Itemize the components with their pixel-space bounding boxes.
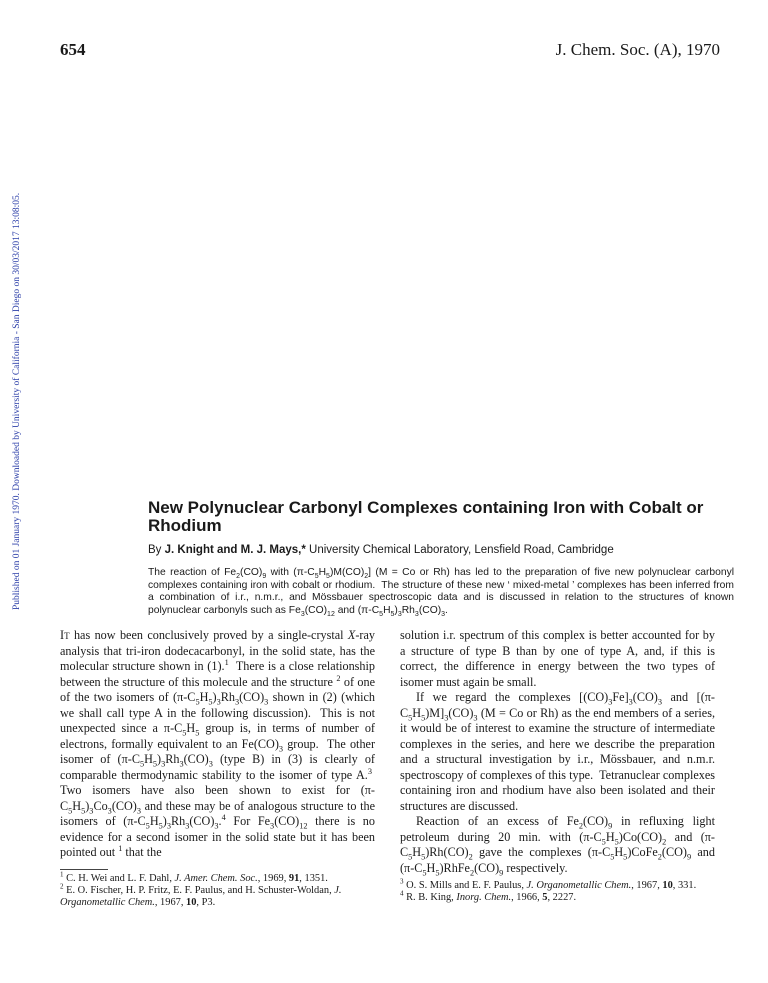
page-number: 654 [60,40,86,59]
right-column [400,628,715,905]
author-names: J. Knight and M. J. Mays,* [164,544,306,556]
journal-reference: J. Chem. Soc. (A), 1970 [555,40,720,59]
footnote-4: $^4$ R. B. King, Inorg. Chem., 1966, 5, 2227. [400,889,577,904]
body-paragraph-2: If we regard the complexes $[(CO)_3Fe]_3(CO)_3$ and $[(\pi-C_5H_5)M]_3(CO)_3$ (M = Co or Rh) as the end members of a series, it would be of interest to examine the structure of intermediate complexes in the series, and here we describe the preparation and a structural investigation by i.r., Mössbauer, and n.m.r. spectroscopy of complexes of this type. Tetranuclear complexes containing iron and rhodium have also been isolated and their structures are discussed. [400,690,715,813]
footnote-2: $^2$ E. O. Fischer, H. P. Fritz, E. F. Paulus, and H. Schuster-Woldan, J. Organometallic Chem., 1967, 10, P3. [60,882,342,909]
footnote-3: $^3$ O. S. Mills and E. F. Paulus, J. Organometallic Chem., 1967, 10, 331. [400,877,697,891]
download-notice[interactable]: Published on 01 January 1970. Downloaded by University of California - San Diego on 30/03/2017 13:08:05. [12,192,22,610]
abstract: The reaction of $Fe_2(CO)_9$ with $(\pi-C_5H_5)M(CO)_2$] (M = Co or Rh) has led to the preparation of five new polynuclear carbonyl complexes containing iron with cobalt or rhodium. The structure of these new ‘ mixed-metal ’ complexes has been inferred from a combination of i.r., n.m.r., and Mössbauer spectroscopic data and is discussed in relation to the structures of known polynuclear carbonyls such as $Fe_3(CO)_{12}$ and $(\pi-C_5H_5)_3Rh_3(CO)_3$. [148,567,735,618]
authors-prefix: By [148,544,162,556]
author-line [148,544,728,556]
affiliation: University Chemical Laboratory, Lensfield Road, Cambridge [309,544,614,556]
body-paragraph-1: solution i.r. spectrum of this complex is better accounted for by a structure of type B than by one of type A, and, if this is correct, the difference in energy between the two types of isomer must again be small. [400,628,715,689]
body-paragraph-3: Reaction of an excess of $Fe_2(CO)_9$ in refluxing light petroleum during 20 min. with $(\pi-C_5H_5)Co(CO)_2$ and $(\pi-C_5H_5)Rh(CO)_2$ gave the complexes $(\pi-C_5H_5)CoFe_2(CO)_9$ and $(\pi-C_5H_5)RhFe_2(CO)_9$ respectively. [400,814,715,877]
intro-paragraph: It has now been conclusively proved by a single-crystal X-ray analysis that tri-iron dodecacarbonyl, in the solid state, has the molecular structure shown in (1).$^1$ There is a close relationship between the structure of this molecule and the structure $^2$ of one of the two isomers of $(\pi-C_5H_5)_3Rh_3(CO)_3$ shown in (2) (which we shall call type A in the following discussion). This is not unexpected since a $\pi-C_5H_5$ group is, in terms of number of electrons, formally equivalent to an $Fe(CO)_3$ group. The other isomer of $(\pi-C_5H_5)_3Rh_3(CO)_3$ (type B) in (3) is clearly of comparable thermodynamic stability to the isomer of type A.$^3$ Two isomers have also been shown to exist for $(\pi-C_5H_5)_3Co_3(CO)_3$ and these may be of analogous structure to the isomers of $(\pi-C_5H_5)_3Rh_3(CO)_3.^4$ For $Fe_3(CO)_{12}$ there is no evidence for a second isomer in the solid state but it has been pointed out $^1$ that the [60,628,376,859]
footnote-rule [60,869,108,870]
left-column [60,628,375,910]
article-title: New Polynuclear Carbonyl Complexes containing Iron with Cobalt or Rhodium [148,498,704,535]
footnote-1: $^1$ C. H. Wei and L. F. Dahl, J. Amer. Chem. Soc., 1969, 91, 1351. [60,870,328,884]
